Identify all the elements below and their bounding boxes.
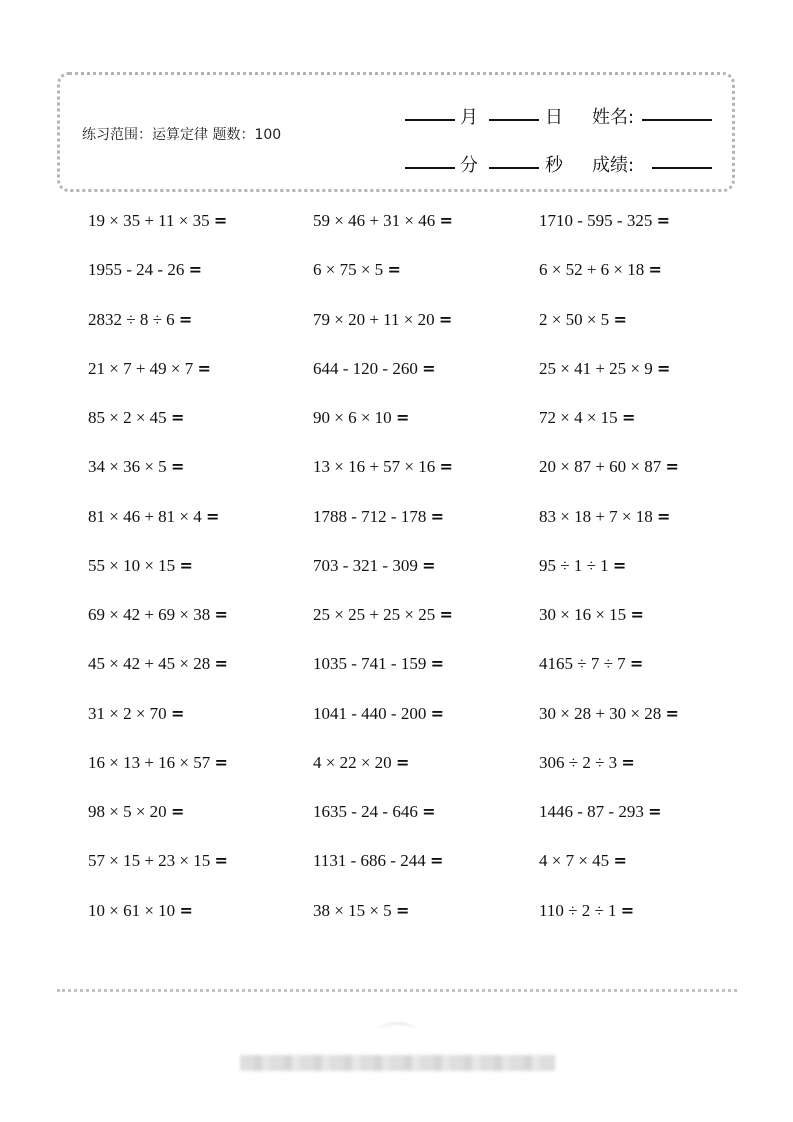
equals-sign: = (188, 260, 202, 280)
equals-sign: = (612, 555, 627, 575)
problem-expression: 4 × 7 × 45 (539, 851, 610, 871)
problem-expression: 72 × 4 × 15 (539, 408, 618, 427)
problem-item (88, 402, 313, 451)
score-label: 成绩: (592, 155, 635, 176)
month-blank[interactable] (405, 99, 455, 121)
student-info-fields (405, 97, 725, 193)
problem-expression: 59 × 46 + 31 × 46 (313, 211, 436, 230)
problem-item (313, 698, 539, 747)
equals-sign: = (170, 457, 185, 477)
problem-item (88, 451, 313, 500)
equals-sign: = (429, 851, 444, 871)
equals-sign: = (422, 802, 436, 821)
equals-sign: = (387, 260, 401, 280)
problem-expression: 10 × 61 × 10 (88, 900, 176, 920)
problem-item (313, 402, 539, 451)
equals-sign: = (439, 605, 453, 624)
minute-label: 分 (460, 155, 478, 176)
problem-expression: 55 × 10 × 15 (88, 555, 176, 575)
equals-sign: = (657, 506, 671, 526)
problem-expression: 79 × 20 + 11 × 20 (313, 309, 435, 329)
problem-expression: 30 × 28 + 30 × 28 (539, 703, 662, 723)
problem-expression: 20 × 87 + 60 × 87 (539, 457, 662, 477)
problem-item (539, 599, 728, 648)
problem-item (88, 254, 313, 303)
problem-item (88, 501, 313, 550)
problem-expression: 4165 ÷ 7 ÷ 7 (539, 654, 626, 674)
problem-expression: 110 ÷ 2 ÷ 1 (539, 900, 617, 920)
problem-expression: 81 × 46 + 81 × 4 (88, 506, 202, 526)
problem-grid (88, 205, 728, 944)
problem-item (313, 747, 539, 796)
problem-item (88, 599, 313, 648)
problem-expression: 2832 ÷ 8 ÷ 6 (88, 309, 175, 329)
equals-sign: = (430, 654, 444, 674)
problem-expression: 1035 - 741 - 159 (313, 654, 427, 674)
problem-item (88, 550, 313, 599)
problem-expression: 16 × 13 + 16 × 57 (88, 752, 211, 772)
equals-sign: = (422, 555, 436, 575)
problem-expression: 13 × 16 + 57 × 16 (313, 457, 436, 477)
problem-item (539, 254, 728, 303)
problem-item (313, 599, 539, 648)
equals-sign: = (214, 851, 228, 871)
minute-blank[interactable] (405, 147, 455, 169)
problem-item (88, 796, 313, 845)
problem-expression: 1955 - 24 - 26 (88, 260, 185, 280)
equals-sign: = (214, 654, 228, 674)
equals-sign: = (206, 506, 220, 526)
equals-sign: = (395, 900, 410, 920)
problem-expression: 25 × 41 + 25 × 9 (539, 358, 653, 378)
problem-expression: 21 × 7 + 49 × 7 (88, 358, 194, 378)
problem-item (88, 304, 313, 353)
problem-item (539, 845, 728, 894)
problem-expression: 6 × 52 + 6 × 18 (539, 260, 645, 280)
problem-expression: 1710 - 595 - 325 (539, 211, 653, 230)
problem-item (539, 501, 728, 550)
practice-range-label: 练习范围：运算定律 题数：100 (82, 127, 282, 143)
problem-item (313, 304, 539, 353)
problem-item (313, 550, 539, 599)
problem-item (313, 254, 539, 303)
equals-sign: = (613, 851, 627, 871)
problem-expression: 6 × 75 × 5 (313, 260, 384, 280)
blurred-footer-text (240, 1055, 555, 1071)
problem-item (313, 451, 539, 500)
blurred-watermark-mark (378, 1022, 416, 1039)
problem-expression: 85 × 2 × 45 (88, 408, 167, 427)
equals-sign: = (630, 605, 644, 624)
problem-item (539, 747, 728, 796)
problem-item (88, 698, 313, 747)
problem-expression: 25 × 25 + 25 × 25 (313, 605, 436, 624)
problem-item (539, 648, 728, 697)
problem-expression: 19 × 35 + 11 × 35 (88, 211, 210, 230)
equals-sign: = (665, 703, 679, 723)
problem-expression: 90 × 6 × 10 (313, 408, 392, 427)
equals-sign: = (178, 309, 193, 329)
problem-item (88, 353, 313, 402)
problem-item (539, 451, 728, 500)
equals-sign: = (648, 260, 662, 280)
equals-sign: = (438, 309, 453, 329)
problem-expression: 1131 - 686 - 244 (313, 851, 426, 871)
problem-expression: 2 × 50 × 5 (539, 309, 610, 329)
score-blank[interactable] (652, 147, 712, 169)
problem-expression: 1635 - 24 - 646 (313, 802, 418, 821)
name-label: 姓名: (592, 107, 635, 128)
problem-expression: 34 × 36 × 5 (88, 457, 167, 477)
equals-sign: = (179, 900, 193, 920)
problem-item (539, 895, 728, 944)
problem-item (539, 796, 728, 845)
problem-item (539, 550, 728, 599)
problem-expression: 644 - 120 - 260 (313, 358, 418, 378)
equals-sign: = (439, 211, 453, 230)
equals-sign: = (656, 211, 670, 230)
problem-item (539, 698, 728, 747)
equals-sign: = (430, 506, 444, 526)
problem-item (313, 895, 539, 944)
equals-sign: = (620, 900, 635, 920)
problem-expression: 1446 - 87 - 293 (539, 802, 644, 821)
problem-item (539, 402, 728, 451)
time-score-row (405, 145, 725, 193)
problem-item (313, 205, 539, 254)
problem-item (313, 353, 539, 402)
problem-expression: 83 × 18 + 7 × 18 (539, 506, 653, 526)
problem-expression: 38 × 15 × 5 (313, 900, 392, 920)
equals-sign: = (395, 752, 410, 772)
day-blank[interactable] (489, 99, 539, 121)
equals-sign: = (439, 457, 453, 477)
problem-item (88, 895, 313, 944)
equals-sign: = (170, 408, 185, 427)
month-label: 月 (460, 107, 478, 128)
problem-expression: 57 × 15 + 23 × 15 (88, 851, 211, 871)
problem-expression: 31 × 2 × 70 (88, 703, 167, 723)
name-blank[interactable] (642, 99, 712, 121)
equals-sign: = (179, 555, 193, 575)
second-label: 秒 (545, 155, 563, 176)
footer-divider (57, 989, 737, 992)
problem-expression: 703 - 321 - 309 (313, 555, 418, 575)
equals-sign: = (214, 752, 228, 772)
problem-item (313, 501, 539, 550)
equals-sign: = (629, 654, 644, 674)
problem-item (539, 353, 728, 402)
problem-expression: 30 × 16 × 15 (539, 605, 627, 624)
day-label: 日 (545, 107, 563, 128)
equals-sign: = (657, 358, 671, 378)
problem-expression: 95 ÷ 1 ÷ 1 (539, 555, 609, 575)
equals-sign: = (648, 802, 662, 821)
equals-sign: = (422, 358, 436, 378)
problem-item (313, 845, 539, 894)
equals-sign: = (170, 802, 185, 821)
equals-sign: = (170, 703, 185, 723)
problem-item (313, 648, 539, 697)
equals-sign: = (430, 703, 444, 723)
problem-item (539, 304, 728, 353)
equals-sign: = (395, 408, 410, 427)
equals-sign: = (213, 211, 228, 230)
problem-expression: 45 × 42 + 45 × 28 (88, 654, 211, 674)
problem-item (313, 796, 539, 845)
problem-item (88, 845, 313, 894)
problem-item (539, 205, 728, 254)
equals-sign: = (197, 358, 211, 378)
problem-item (88, 747, 313, 796)
problem-expression: 1788 - 712 - 178 (313, 506, 427, 526)
problem-expression: 69 × 42 + 69 × 38 (88, 605, 211, 624)
worksheet-header (57, 72, 735, 192)
problem-expression: 1041 - 440 - 200 (313, 703, 427, 723)
problem-item (88, 648, 313, 697)
problem-expression: 98 × 5 × 20 (88, 802, 167, 821)
equals-sign: = (621, 408, 636, 427)
equals-sign: = (621, 752, 635, 772)
equals-sign: = (214, 605, 228, 624)
equals-sign: = (665, 457, 679, 477)
second-blank[interactable] (489, 147, 539, 169)
equals-sign: = (613, 309, 627, 329)
problem-expression: 4 × 22 × 20 (313, 752, 392, 772)
date-name-row (405, 97, 725, 145)
problem-item (88, 205, 313, 254)
problem-expression: 306 ÷ 2 ÷ 3 (539, 752, 618, 772)
